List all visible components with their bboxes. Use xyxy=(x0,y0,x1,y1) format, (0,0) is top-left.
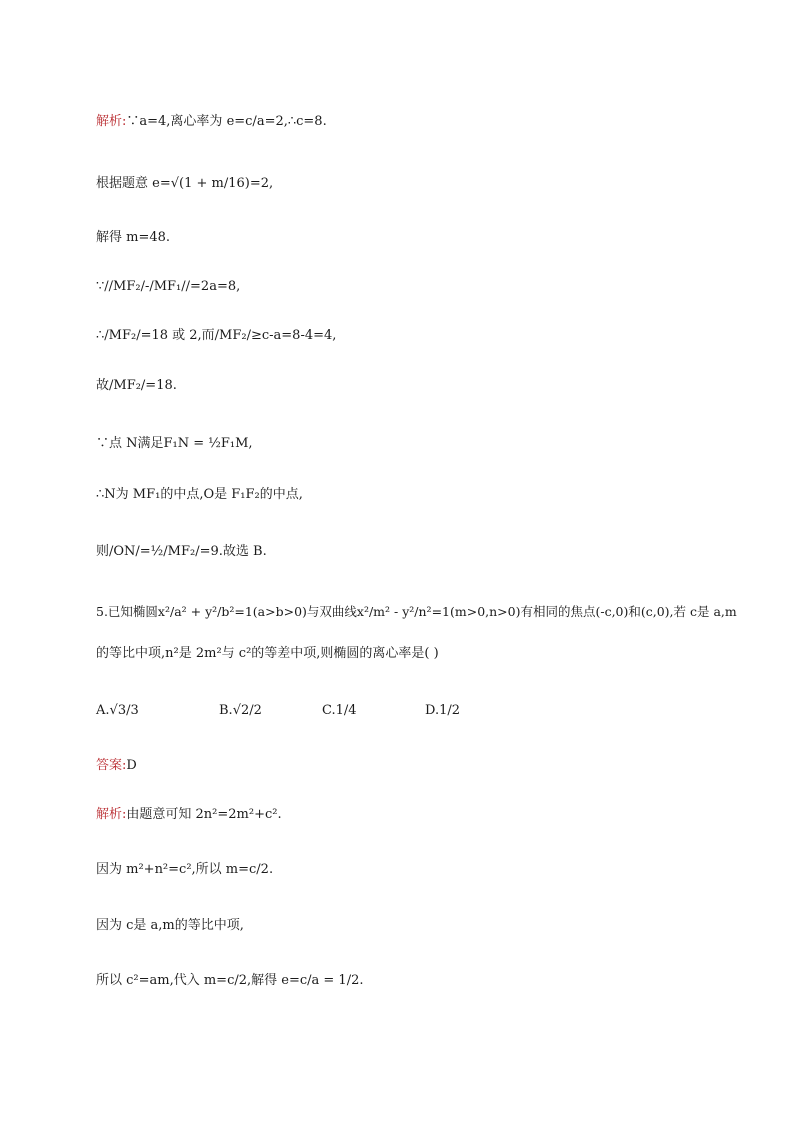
solution-line-4 xyxy=(96,279,240,295)
line-text: 5.已知椭圆x²/a² + y²/b²=1(a>b>0)与双曲线x²/m² - y²/n²=1(m>0,n>0)有相同的焦点(-c,0)和(c,0),若 c是 a,m xyxy=(96,604,737,619)
line-text: 根据题意 e=√(1 + m/16)=2, xyxy=(96,176,274,191)
line-text: ∴N为 MF₁的中点,O是 F₁F₂的中点, xyxy=(96,487,303,502)
analysis-line-4 xyxy=(96,973,363,989)
line-text: ∵点 N满足F₁N = ½F₁M, xyxy=(96,436,253,451)
question-5-stem-line-1 xyxy=(96,604,737,620)
line-text: 因为 m²+n²=c²,所以 m=c/2. xyxy=(96,862,274,877)
line-text: 则/ON/=½/MF₂/=9.故选 B. xyxy=(96,544,267,559)
line-text: 故/MF₂/=18. xyxy=(96,378,177,393)
line-text: 因为 c是 a,m的等比中项, xyxy=(96,918,244,933)
line-text: 的等比中项,n²是 2m²与 c²的等差中项,则椭圆的离心率是( ) xyxy=(96,646,439,661)
solution-line-3 xyxy=(96,230,170,246)
line-text: 所以 c²=am,代入 m=c/2,解得 e=c/a = 1/2. xyxy=(96,973,364,988)
analysis-line-1 xyxy=(96,807,282,823)
option-a: A.√3/3 xyxy=(96,703,139,718)
analysis-label: 解析: xyxy=(96,807,127,822)
analysis-line-2 xyxy=(96,862,273,878)
analysis-line-3 xyxy=(96,918,244,934)
solution-line-5 xyxy=(96,328,336,344)
solution-line-9 xyxy=(96,544,267,560)
line-text: ∵a=4,离心率为 e=c/a=2,∴c=8. xyxy=(126,114,327,129)
line-text: ∴/MF₂/=18 或 2,而/MF₂/≥c-a=8-4=4, xyxy=(96,328,337,343)
question-5-stem-line-2 xyxy=(96,646,439,662)
line-text: 解得 m=48. xyxy=(96,230,171,245)
solution-line-6 xyxy=(96,378,177,394)
line-text: 由题意可知 2n²=2m²+c². xyxy=(126,807,282,822)
analysis-label: 解析: xyxy=(96,114,127,129)
answer-line xyxy=(96,758,137,774)
solution-line-8 xyxy=(96,487,303,503)
solution-line-2 xyxy=(96,176,273,192)
answer-value: D xyxy=(126,758,137,773)
option-b: B.√2/2 xyxy=(219,703,262,718)
answer-label: 答案: xyxy=(96,758,127,773)
option-d: D.1/2 xyxy=(425,703,461,718)
option-c: C.1/4 xyxy=(322,703,357,718)
line-text: ∵//MF₂/-/MF₁//=2a=8, xyxy=(96,279,241,294)
solution-line-1 xyxy=(96,114,327,130)
solution-line-7 xyxy=(96,436,253,452)
